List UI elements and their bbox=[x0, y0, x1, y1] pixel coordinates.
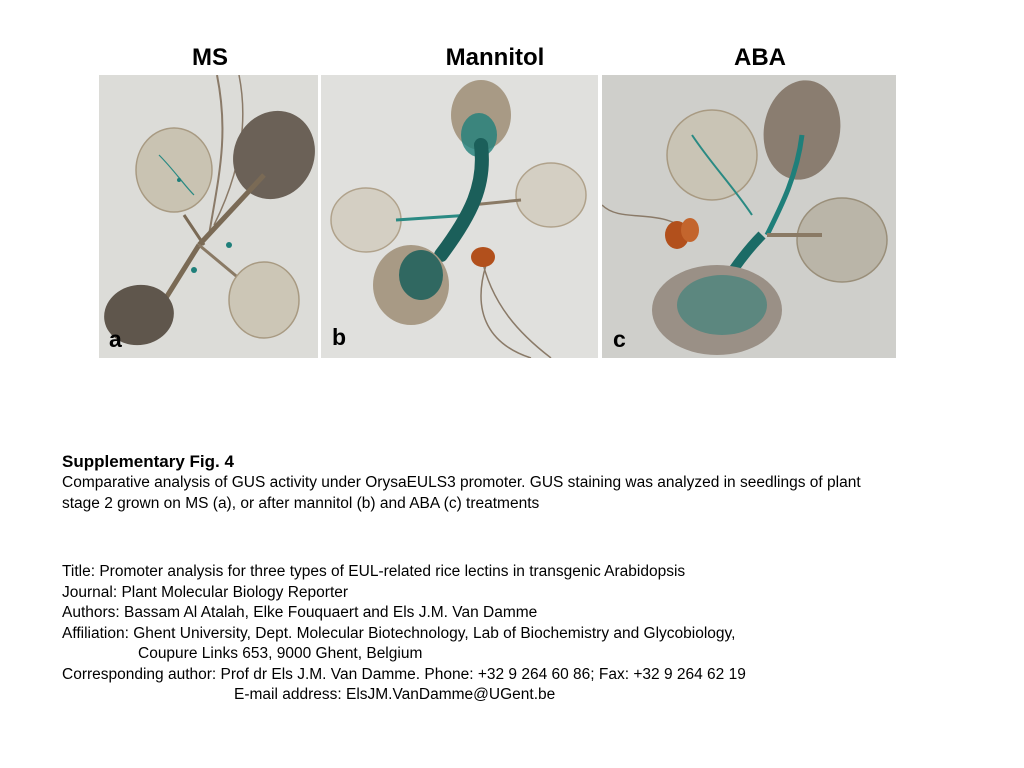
article-title: Title: Promoter analysis for three types of EUL-related rice lectins in transgenic Arabidopsis bbox=[62, 563, 686, 580]
caption-line-2: stage 2 grown on MS (a), or after mannitol (b) and ABA (c) treatments bbox=[62, 494, 540, 512]
column-title-mannitol: Mannitol bbox=[445, 44, 545, 71]
seedling-aba-illustration bbox=[602, 75, 896, 358]
journal-name: Journal: Plant Molecular Biology Reporter bbox=[62, 583, 349, 601]
seedling-mannitol-illustration bbox=[321, 75, 598, 358]
column-title-ms: MS bbox=[192, 44, 228, 71]
panel-label-a: a bbox=[109, 326, 122, 352]
caption-title: Supplementary Fig. 4 bbox=[62, 452, 234, 471]
article-metadata bbox=[62, 562, 1002, 706]
seedling-image-aba bbox=[602, 75, 896, 358]
corresponding-author: Corresponding author: Prof dr Els J.M. Van Damme. Phone: +32 9 264 60 86; Fax: +32 9 264 62 19 bbox=[62, 665, 746, 683]
seedling-image-ms bbox=[99, 75, 318, 358]
panel-label-b: b bbox=[332, 324, 347, 350]
panel-label-c: c bbox=[613, 326, 626, 352]
column-title-aba: ABA bbox=[734, 44, 786, 71]
seedling-image-mannitol bbox=[321, 75, 598, 358]
caption-line-1: Comparative analysis of GUS activity under OrysaEULS3 promoter. GUS staining was analyzed in seedlings of plant bbox=[62, 474, 861, 491]
figure-caption bbox=[62, 451, 962, 514]
authors-list: Authors: Bassam Al Atalah, Elke Fouquaert and Els J.M. Van Damme bbox=[62, 604, 538, 621]
seedling-ms-illustration bbox=[99, 75, 318, 358]
email-address: E-mail address: ElsJM.VanDamme@UGent.be bbox=[234, 686, 556, 703]
affiliation-line-2: Coupure Links 653, 9000 Ghent, Belgium bbox=[138, 645, 423, 662]
affiliation-line-1: Affiliation: Ghent University, Dept. Molecular Biotechnology, Lab of Biochemistry and Glycobiology, bbox=[62, 624, 736, 642]
